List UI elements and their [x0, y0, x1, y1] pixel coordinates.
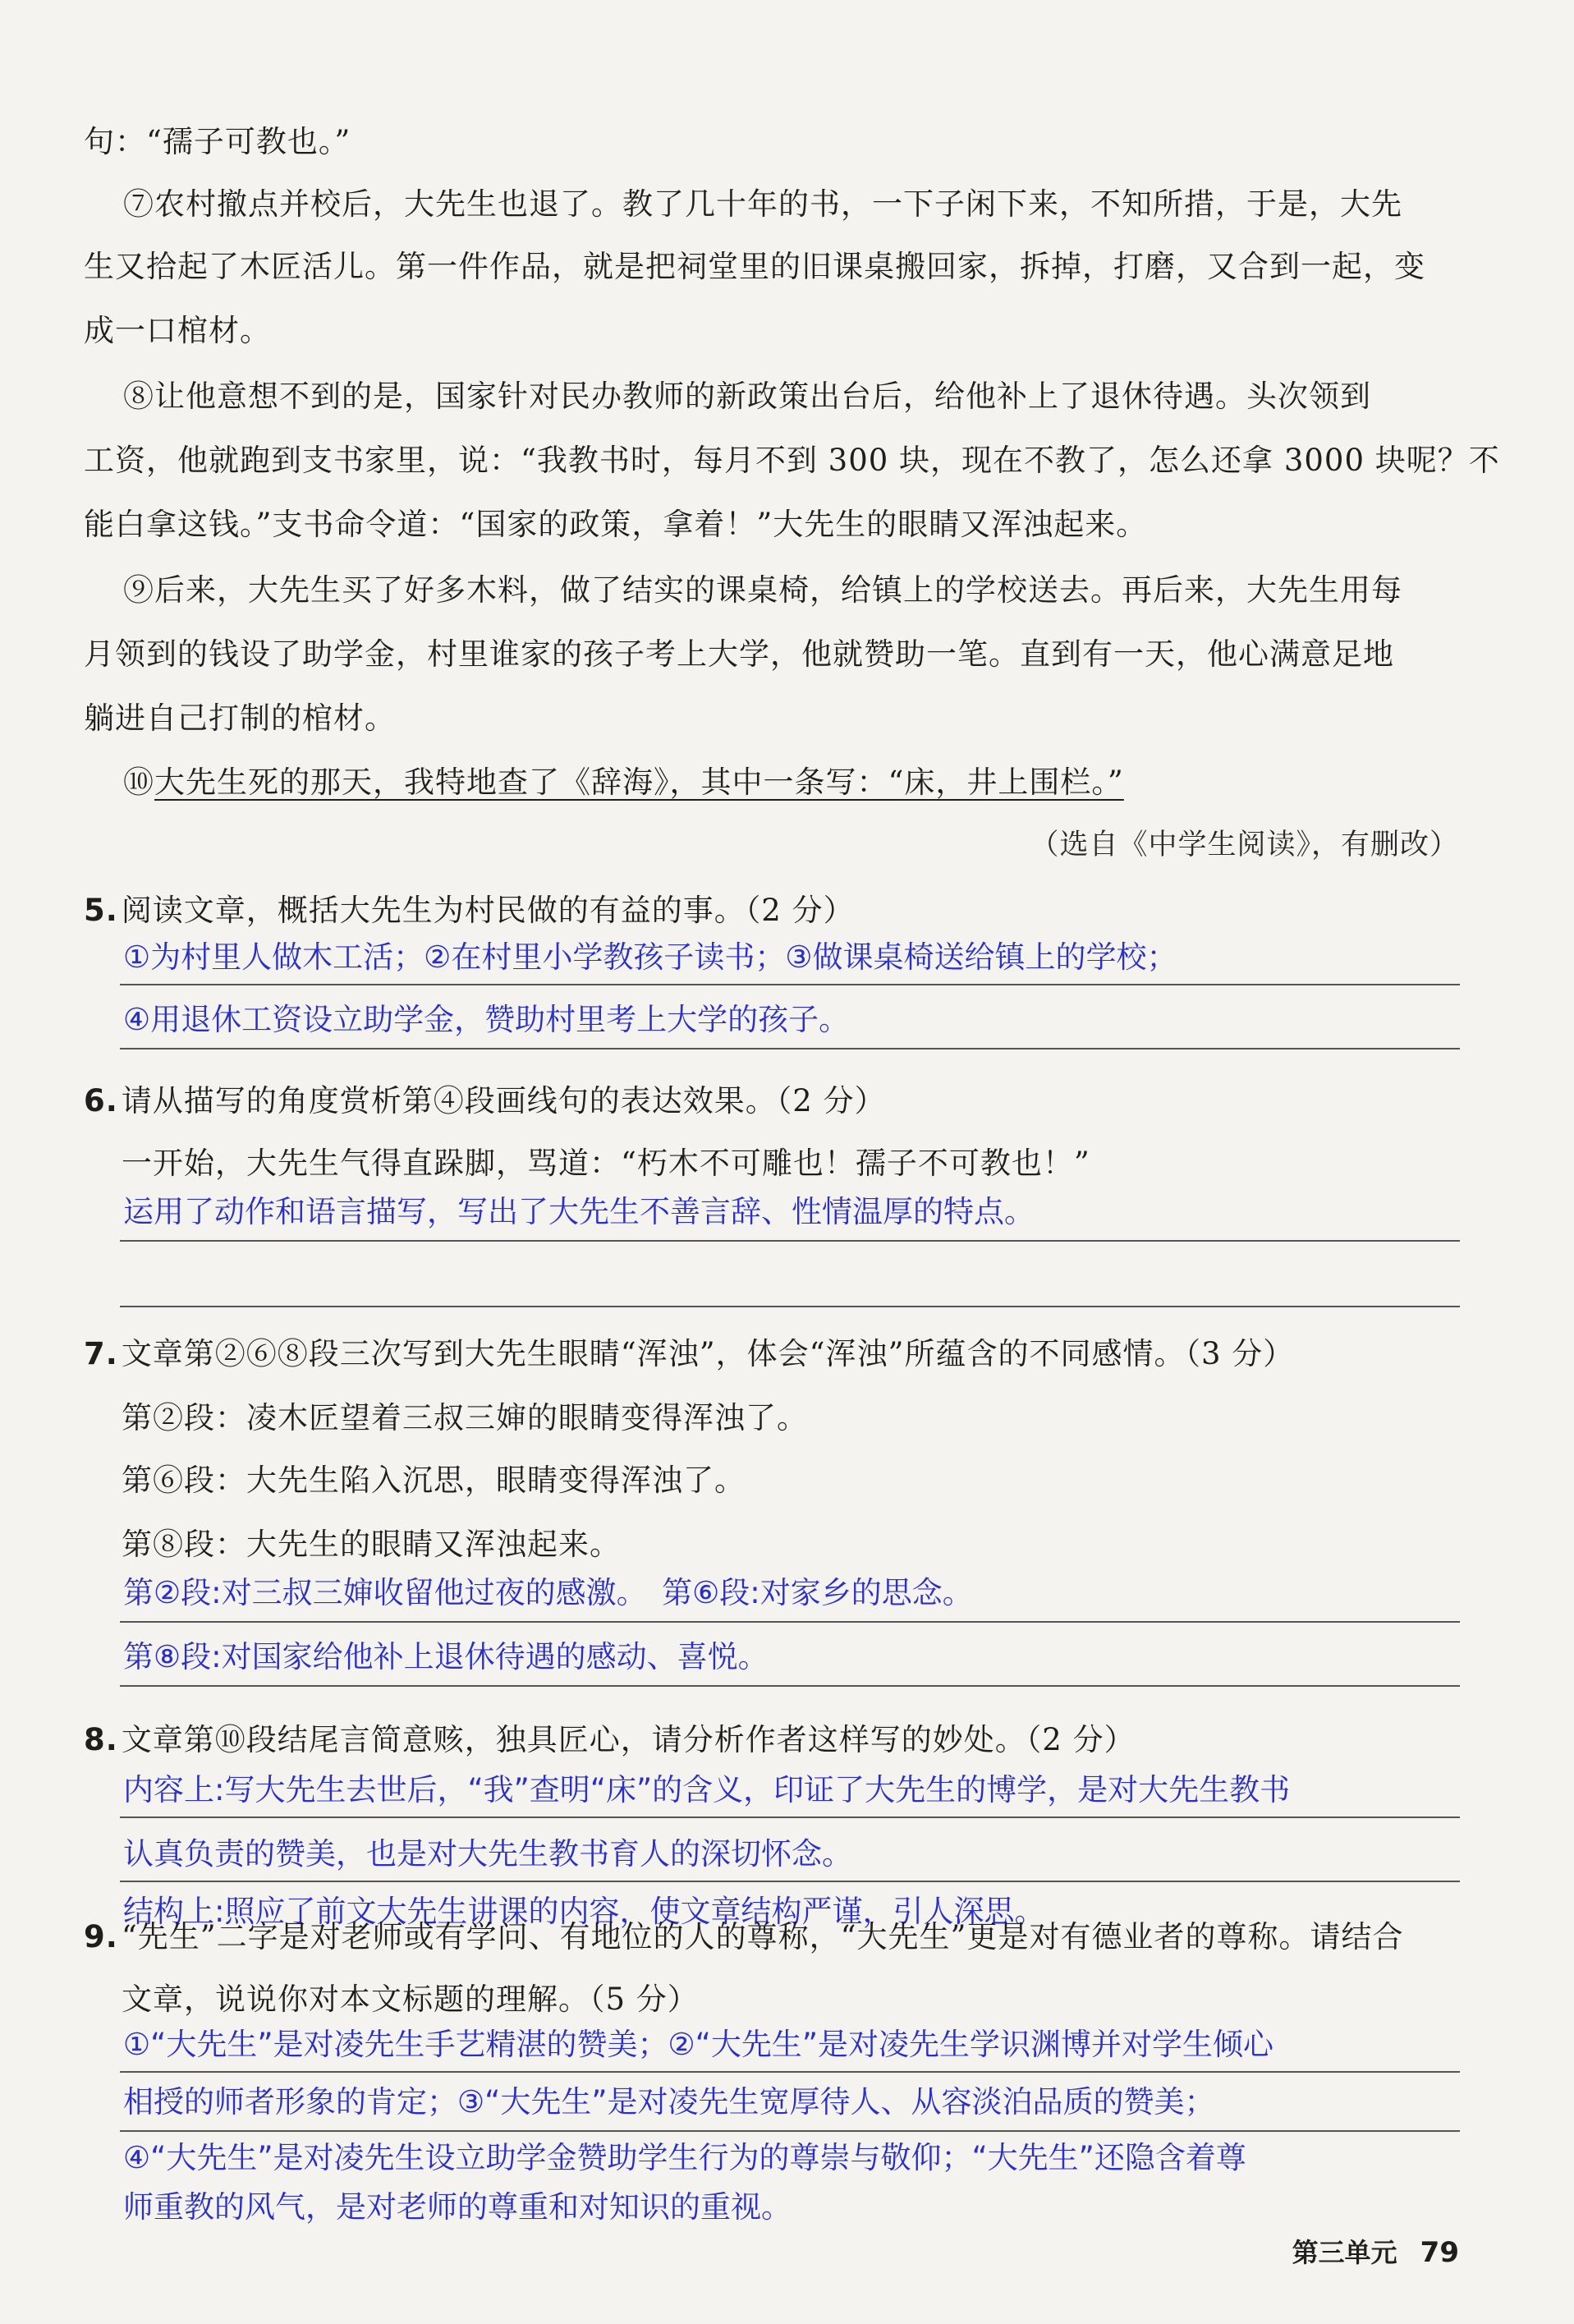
- answer-line: 第②段:对三叔三婶收留他过夜的感激。 第⑥段:对家乡的思念。: [123, 1575, 973, 1610]
- answer-line: 第⑧段:对国家给他补上退休待遇的感动、喜悦。: [123, 1639, 769, 1674]
- paragraph-7-line: 生又拾起了木匠活儿。第一件作品，就是把祠堂里的旧课桌搬回家，拆掉，打磨，又合到一起，变: [84, 249, 1425, 284]
- answer-rule: [120, 1240, 1460, 1242]
- question-number: 5.: [84, 893, 118, 928]
- question-number: 7.: [84, 1336, 118, 1371]
- question-8: [84, 1720, 1480, 1761]
- answer-line: ④“大先生”是对凌先生设立助学金赞助学生行为的尊崇与敬仰；“大先生”还隐含着尊: [123, 2140, 1246, 2175]
- paragraph-10-underlined-text: 大先生死的那天，我特地查了《辞海》，其中一条写：“床，井上围栏。”: [154, 765, 1124, 800]
- answer-rule: [120, 984, 1460, 985]
- question-9-continued: 文章，说说你对本文标题的理解。（5 分）: [122, 1982, 699, 2017]
- paragraph-7-line: ⑦农村撤点并校后，大先生也退了。教了几十年的书，一下子闲下来，不知所措，于是，大先: [123, 186, 1402, 222]
- question-text: 文章第⑩段结尾言简意赅，独具匠心，请分析作者这样写的妙处。（2 分）: [121, 1722, 1136, 1757]
- sub-item: 第②段：凌木匠望着三叔三婶的眼睛变得浑浊了。: [122, 1400, 808, 1435]
- quoted-sentence: 一开始，大先生气得直跺脚，骂道：“朽木不可雕也！孺子不可教也！”: [122, 1146, 1090, 1181]
- answer-line: 师重教的风气，是对老师的尊重和对知识的重视。: [123, 2189, 792, 2225]
- paragraph-8-line: ⑧让他意想不到的是，国家针对民办教师的新政策出台后，给他补上了退休待遇。头次领到: [123, 379, 1371, 414]
- source-citation: （选自《中学生阅读》，有删改）: [1030, 829, 1459, 861]
- paragraph-9-line: 躺进自己打制的棺材。: [84, 700, 396, 736]
- paragraph-8-line: 工资，他就跑到支书家里，说：“我教书时，每月不到 300 块，现在不教了，怎么还拿 3000 块呢？不: [84, 443, 1500, 478]
- answer-rule: [120, 1816, 1460, 1818]
- page-number: 79: [1420, 2236, 1459, 2269]
- paragraph-8-line: 能白拿这钱。”支书命令道：“国家的政策，拿着！”大先生的眼睛又浑浊起来。: [84, 507, 1148, 542]
- question-7: [84, 1334, 1480, 1375]
- sub-item: 第⑧段：大先生的眼睛又浑浊起来。: [122, 1527, 621, 1562]
- paragraph-10: [123, 762, 1519, 803]
- question-text: 阅读文章，概括大先生为村民做的有益的事。（2 分）: [121, 893, 855, 928]
- paragraph-10-number: ⑩: [123, 765, 154, 800]
- passage-line: 句：“孺子可教也。”: [84, 124, 351, 159]
- question-text: “先生”二字是对老师或有学问、有地位的人的尊称，“大先生”更是对有德业者的尊称。请结合: [121, 1919, 1404, 1954]
- answer-rule: [120, 1881, 1460, 1882]
- answer-line: 运用了动作和语言描写，写出了大先生不善言辞、性情温厚的特点。: [123, 1194, 1035, 1229]
- paragraph-9-line: 月领到的钱设了助学金，村里谁家的孩子考上大学，他就赞助一笔。直到有一天，他心满意足地: [84, 636, 1394, 672]
- answer-line: ④用退休工资设立助学金，赞助村里考上大学的孩子。: [123, 1002, 850, 1037]
- question-5: [84, 890, 1480, 931]
- unit-label: 第三单元: [1292, 2237, 1397, 2268]
- answer-rule: [120, 1048, 1460, 1049]
- answer-rule: [120, 1306, 1460, 1307]
- sub-item: 第⑥段：大先生陷入沉思，眼睛变得浑浊了。: [122, 1463, 746, 1498]
- question-number: 6.: [84, 1083, 118, 1118]
- question-number: 9.: [84, 1919, 118, 1954]
- answer-rule: [120, 1685, 1460, 1687]
- question-9: [84, 1917, 1480, 1958]
- answer-line: 内容上:写大先生去世后，“我”查明“床”的含义，印证了大先生的博学，是对大先生教书: [123, 1772, 1291, 1807]
- question-number: 8.: [84, 1722, 118, 1757]
- answer-line: ①为村里人做木工活；②在村里小学教孩子读书；③做课桌椅送给镇上的学校；: [123, 939, 1177, 975]
- answer-line: ①“大先生”是对凌先生手艺精湛的赞美；②“大先生”是对凌先生学识渊博并对学生倾心: [123, 2027, 1274, 2062]
- answer-line: 结构上:照应了前文大先生讲课的内容，使文章结构严谨，引人深思。: [123, 1894, 1045, 1929]
- paragraph-7-line: 成一口棺材。: [84, 313, 271, 348]
- answer-rule: [120, 2130, 1460, 2132]
- answer-rule: [120, 1621, 1460, 1623]
- answer-line: 相授的师者形象的肯定；③“大先生”是对凌先生宽厚待人、从容淡泊品质的赞美；: [123, 2084, 1215, 2120]
- question-text: 文章第②⑥⑧段三次写到大先生眼睛“浑浊”，体会“浑浊”所蕴含的不同感情。（3 分）: [121, 1336, 1295, 1371]
- paragraph-9-line: ⑨后来，大先生买了好多木料，做了结实的课桌椅，给镇上的学校送去。再后来，大先生用每: [123, 572, 1402, 608]
- answer-line: 认真负责的赞美，也是对大先生教书育人的深切怀念。: [123, 1836, 852, 1872]
- question-6: [84, 1081, 1480, 1122]
- page-footer: [1292, 2232, 1459, 2270]
- answer-rule: [120, 2071, 1460, 2073]
- question-text: 请从描写的角度赏析第④段画线句的表达效果。（2 分）: [121, 1083, 886, 1118]
